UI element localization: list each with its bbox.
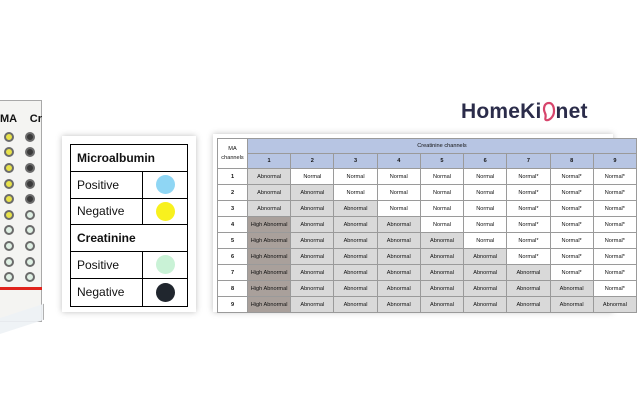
result-cell: Abnormal (291, 217, 334, 233)
result-cell: Normal* (550, 217, 593, 233)
result-cell: Abnormal (420, 297, 463, 313)
logo-text-part2: net (555, 100, 588, 123)
result-cell: Normal* (550, 249, 593, 265)
ma-dot (4, 194, 14, 204)
row-header: 1 (218, 169, 248, 185)
table-row (218, 281, 637, 297)
result-cell: Normal* (507, 185, 550, 201)
row-header: 6 (218, 249, 248, 265)
result-cell: Normal* (507, 217, 550, 233)
column-header: 5 (420, 154, 463, 169)
red-line (0, 287, 42, 290)
test-dots (0, 129, 40, 285)
results-table (217, 138, 637, 313)
result-cell: Normal* (593, 217, 636, 233)
result-cell: Abnormal (420, 233, 463, 249)
table-row (218, 201, 637, 217)
dot-row (0, 207, 40, 223)
creatinine-channels-header: Creatinine channels (248, 139, 637, 154)
legend-microalbumin-heading (71, 145, 187, 172)
result-cell: Normal* (507, 169, 550, 185)
result-cell: Abnormal (334, 281, 377, 297)
table-row (218, 185, 637, 201)
row-header: 4 (218, 217, 248, 233)
cr-positive-label: Positive (71, 252, 143, 278)
table-row (218, 217, 637, 233)
result-cell: Normal* (507, 233, 550, 249)
dot-row (0, 145, 40, 161)
cr-dot (25, 147, 35, 157)
column-header: 3 (334, 154, 377, 169)
cr-dot (25, 179, 35, 189)
cr-dot (25, 210, 35, 220)
result-cell: Abnormal (291, 297, 334, 313)
cr-dot (25, 163, 35, 173)
ma-dot (4, 257, 14, 267)
result-cell: Abnormal (334, 297, 377, 313)
ma-dot (4, 272, 14, 282)
result-cell: Abnormal (377, 233, 420, 249)
column-header: 6 (464, 154, 507, 169)
cr-dot (25, 132, 35, 142)
column-number-row (218, 154, 637, 169)
legend-creatinine-heading (71, 225, 187, 252)
ma-dot (4, 147, 14, 157)
dot-row (0, 254, 40, 270)
result-cell: Normal (420, 201, 463, 217)
result-cell: Normal* (593, 201, 636, 217)
result-cell: Abnormal (377, 297, 420, 313)
result-cell: Normal* (507, 249, 550, 265)
result-cell: Abnormal (420, 265, 463, 281)
dot-row (0, 129, 40, 145)
result-cell: High Abnormal (248, 217, 291, 233)
result-cell: Normal* (550, 185, 593, 201)
result-cell: Normal* (507, 201, 550, 217)
result-cell: Abnormal (248, 185, 291, 201)
result-cell: Normal* (593, 281, 636, 297)
result-cell: Abnormal (420, 281, 463, 297)
table-row (218, 169, 637, 185)
column-header: 8 (550, 154, 593, 169)
result-cell: Abnormal (377, 249, 420, 265)
result-cell: Normal (464, 217, 507, 233)
result-cell: Abnormal (464, 297, 507, 313)
table-row (218, 249, 637, 265)
cr-dot (25, 272, 35, 282)
dot-row (0, 269, 40, 285)
legend-table (70, 144, 188, 307)
result-cell: Abnormal (377, 281, 420, 297)
result-cell: Abnormal (507, 265, 550, 281)
dot-row (0, 176, 40, 192)
result-cell: Normal* (593, 233, 636, 249)
result-cell: Normal* (593, 265, 636, 281)
result-cell: Normal (334, 169, 377, 185)
result-cell: High Abnormal (248, 233, 291, 249)
dot-row (0, 191, 40, 207)
table-row (218, 297, 637, 313)
ma-negative-swatch (156, 202, 175, 221)
ma-dot (4, 163, 14, 173)
result-cell: Normal (464, 233, 507, 249)
column-header: 7 (507, 154, 550, 169)
ma-negative-label: Negative (71, 199, 143, 225)
cr-dot (25, 194, 35, 204)
result-cell: High Abnormal (248, 265, 291, 281)
result-cell: Abnormal (334, 233, 377, 249)
result-cell: Normal (377, 169, 420, 185)
result-cell: Abnormal (377, 265, 420, 281)
ma-positive-label: Positive (71, 172, 143, 198)
result-cell: Normal* (550, 233, 593, 249)
table-row (218, 233, 637, 249)
result-cell: Abnormal (334, 249, 377, 265)
result-cell: Normal* (550, 201, 593, 217)
cr-dot (25, 225, 35, 235)
test-strip-device (0, 100, 42, 322)
result-cell: Abnormal (464, 265, 507, 281)
cr-dot (25, 257, 35, 267)
result-cell: Normal (291, 169, 334, 185)
results-body (218, 169, 637, 313)
result-cell: Abnormal (291, 233, 334, 249)
column-header: 2 (291, 154, 334, 169)
ma-channels-header: MA channels (218, 139, 248, 169)
result-cell: Abnormal (334, 217, 377, 233)
result-cell: High Abnormal (248, 297, 291, 313)
result-cell: Normal (420, 217, 463, 233)
dot-row (0, 160, 40, 176)
result-cell: Normal (334, 185, 377, 201)
ma-positive-swatch (156, 175, 175, 194)
result-cell: Normal (420, 185, 463, 201)
result-cell: Abnormal (291, 281, 334, 297)
ma-dot (4, 241, 14, 251)
result-cell: Abnormal (593, 297, 636, 313)
result-cell: Normal (420, 169, 463, 185)
background-shade (0, 318, 600, 400)
device-header (0, 113, 42, 125)
row-header: 2 (218, 185, 248, 201)
microalbumin-label: Microalbumin (77, 150, 156, 165)
result-cell: Normal* (593, 249, 636, 265)
row-header: 9 (218, 297, 248, 313)
cr-negative-label: Negative (71, 279, 143, 306)
row-header: 8 (218, 281, 248, 297)
result-cell: Normal* (550, 169, 593, 185)
result-cell: Normal (464, 169, 507, 185)
result-cell: High Abnormal (248, 281, 291, 297)
result-cell: Abnormal (291, 249, 334, 265)
result-cell: Normal* (550, 265, 593, 281)
logo-text-part1: HomeKi (461, 100, 542, 123)
cr-dot (25, 241, 35, 251)
column-header: 1 (248, 154, 291, 169)
cr-negative-swatch (156, 283, 175, 302)
result-cell: Abnormal (248, 169, 291, 185)
cr-positive-swatch (156, 255, 175, 274)
table-row (218, 265, 637, 281)
column-header: 9 (593, 154, 636, 169)
result-cell: Abnormal (291, 185, 334, 201)
results-table-panel (213, 134, 627, 312)
dot-row (0, 223, 40, 239)
result-cell: Abnormal (291, 201, 334, 217)
result-cell: Abnormal (291, 265, 334, 281)
cr-column-label: Cr (29, 113, 42, 125)
result-cell: Abnormal (507, 281, 550, 297)
result-cell: Abnormal (377, 217, 420, 233)
result-cell: Abnormal (248, 201, 291, 217)
result-cell: Abnormal (334, 201, 377, 217)
result-cell: Normal* (593, 169, 636, 185)
result-cell: High Abnormal (248, 249, 291, 265)
logo-kidney-icon (542, 101, 556, 121)
result-cell: Abnormal (550, 297, 593, 313)
color-legend (62, 136, 196, 312)
legend-cr-positive (71, 252, 187, 279)
dot-row (0, 238, 40, 254)
ma-column-label: MA (0, 113, 18, 125)
ma-dot (4, 132, 14, 142)
row-header: 3 (218, 201, 248, 217)
ma-dot (4, 225, 14, 235)
result-cell: Normal (377, 201, 420, 217)
column-header: 4 (377, 154, 420, 169)
homekinet-logo (461, 100, 588, 124)
ma-dot (4, 210, 14, 220)
result-cell: Abnormal (334, 265, 377, 281)
result-cell: Abnormal (550, 281, 593, 297)
result-cell: Abnormal (420, 249, 463, 265)
row-header: 5 (218, 233, 248, 249)
creatinine-label: Creatinine (77, 231, 136, 246)
result-cell: Abnormal (464, 281, 507, 297)
result-cell: Normal* (593, 185, 636, 201)
result-cell: Abnormal (507, 297, 550, 313)
result-cell: Normal (464, 201, 507, 217)
legend-ma-positive (71, 172, 187, 199)
legend-ma-negative (71, 199, 187, 226)
result-cell: Normal (464, 185, 507, 201)
ma-dot (4, 179, 14, 189)
result-cell: Abnormal (464, 249, 507, 265)
legend-cr-negative (71, 279, 187, 306)
row-header: 7 (218, 265, 248, 281)
result-cell: Normal (377, 185, 420, 201)
